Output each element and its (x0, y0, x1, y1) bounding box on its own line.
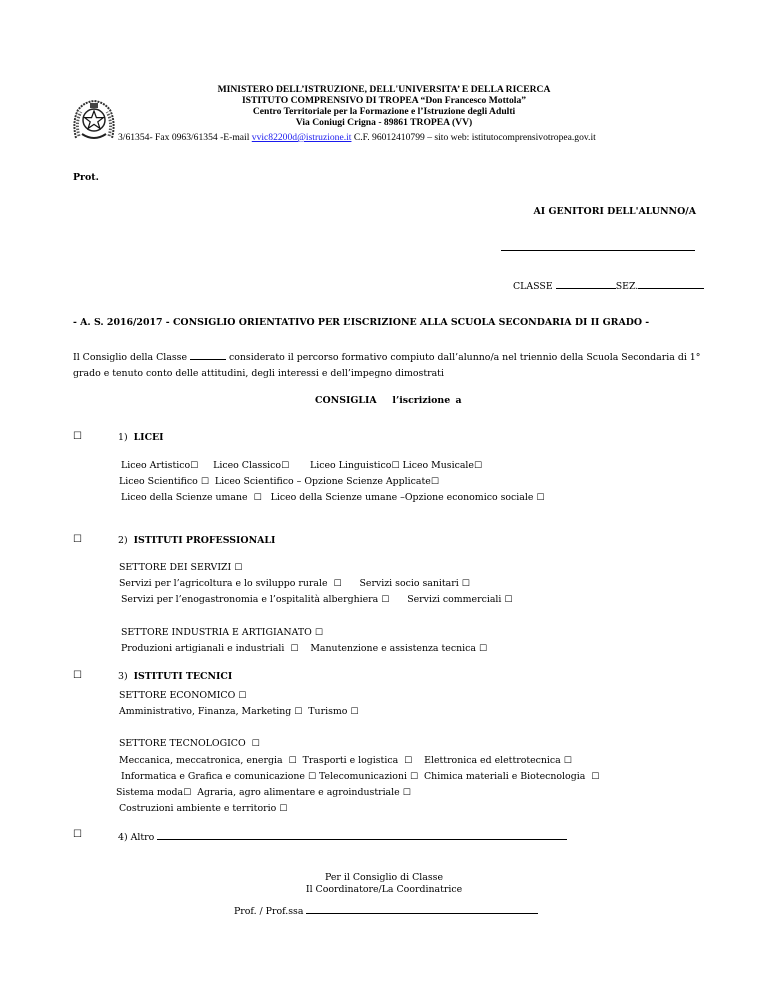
email-link[interactable]: vvic82200d@istruzione.it (251, 132, 352, 143)
tecnologico-row-4: Costruzioni ambiente e territorio ☐ (119, 803, 288, 814)
tecnologico-row-1: Meccanica, meccatronica, energia ☐ Trasporti e logistica ☐ Elettronica ed elettrotecnica ☐ (119, 755, 572, 766)
professionali-checkbox[interactable]: ☐ (73, 534, 82, 545)
tecnologico-sector: SETTORE TECNOLOGICO ☐ (119, 738, 260, 749)
signature-line-1: Per il Consiglio di Classe (324, 872, 444, 883)
intro-line-1: Il Consiglio della Classe considerato il percorso formativo compiuto dall’alunno/a nel triennio della Scuola Secondaria di 1° (73, 352, 701, 363)
checkbox[interactable]: ☐ (461, 579, 470, 589)
servizi-sector: SETTORE DEI SERVIZI ☐ (119, 562, 243, 573)
checkbox[interactable]: ☐ (350, 707, 359, 717)
republic-seal-emblem (70, 98, 118, 144)
checkbox[interactable]: ☐ (238, 691, 247, 701)
class-section-line: CLASSE SEZ. (513, 279, 704, 292)
checkbox[interactable]: ☐ (409, 772, 419, 782)
altro-checkbox[interactable]: ☐ (73, 829, 82, 840)
document-title: - A. S. 2016/2017 - CONSIGLIO ORIENTATIVO PER L’ISCRIZIONE ALLA SCUOLA SECONDARIA DI II GRADO - (73, 317, 650, 328)
checkbox[interactable]: ☐ (333, 579, 342, 589)
checkbox[interactable]: ☐ (591, 772, 600, 782)
protocol-label: Prot. (73, 172, 99, 183)
intro-line-2: grado e tenuto conto delle attitudini, degli interessi e dell’impegno dimostrati (73, 368, 444, 379)
servizi-row-1: Servizi per l’agricoltura e lo sviluppo rurale ☐ Servizi socio sanitari ☐ (119, 578, 470, 589)
altro-line: 4) Altro (118, 830, 567, 843)
signature-blank[interactable] (306, 904, 538, 914)
checkbox[interactable]: ☐ (251, 739, 260, 749)
economico-row: Amministrativo, Finanza, Marketing ☐ Turismo ☐ (119, 706, 359, 717)
checkbox[interactable]: ☐ (314, 628, 323, 638)
checkbox[interactable]: ☐ (391, 461, 400, 471)
contact-line: 3/61354- Fax 0963/61354 -E-mail vvic82200d@istruzione.it C.F. 96012410799 – sito web: istitutocomprensivotropea.gov.it (118, 132, 596, 143)
school-name: ISTITUTO COMPRENSIVO DI TROPEA “Don Francesco Mottola” (241, 95, 527, 106)
economico-sector: SETTORE ECONOMICO ☐ (119, 690, 247, 701)
checkbox[interactable]: ☐ (200, 477, 209, 487)
class-number-blank[interactable] (190, 350, 226, 360)
altro-blank[interactable] (157, 830, 567, 840)
checkbox[interactable]: ☐ (253, 493, 262, 503)
checkbox[interactable]: ☐ (536, 493, 545, 503)
checkbox[interactable]: ☐ (478, 644, 488, 654)
checkbox[interactable]: ☐ (307, 772, 317, 782)
tecnologico-row-2: Informatica e Grafica e comunicazione ☐ Telecomunicazioni ☐ Chimica materiali e Biotecnologia ☐ (121, 771, 600, 782)
checkbox[interactable]: ☐ (281, 461, 290, 471)
checkbox[interactable]: ☐ (279, 804, 288, 814)
checkbox[interactable]: ☐ (288, 756, 297, 766)
checkbox[interactable]: ☐ (473, 461, 483, 471)
checkbox[interactable]: ☐ (430, 477, 439, 487)
licei-heading: 1) LICEI (118, 432, 164, 443)
section-blank[interactable] (638, 279, 704, 289)
student-name-blank[interactable] (501, 241, 695, 251)
licei-row-2: Liceo Scientifico ☐ Liceo Scientifico – Opzione Scienze Applicate☐ (119, 476, 439, 487)
industria-sector: SETTORE INDUSTRIA E ARTIGIANATO ☐ (121, 627, 323, 638)
tecnici-heading: 3) ISTITUTI TECNICI (118, 671, 233, 682)
checkbox[interactable]: ☐ (402, 788, 411, 798)
class-blank[interactable] (556, 279, 616, 289)
checkbox[interactable]: ☐ (504, 595, 513, 605)
ministry-heading: MINISTERO DELL’ISTRUZIONE, DELL'UNIVERSITA’ E DELLA RICERCA (217, 84, 551, 95)
checkbox[interactable]: ☐ (190, 461, 199, 471)
consiglia-heading: CONSIGLIA l’iscrizione a (315, 395, 462, 406)
checkbox[interactable]: ☐ (294, 707, 303, 717)
school-address: Via Coniugi Crigna - 89861 TROPEA (VV) (295, 117, 473, 128)
checkbox[interactable]: ☐ (404, 756, 413, 766)
licei-row-1: Liceo Artistico☐ Liceo Classico☐ Liceo Linguistico☐ Liceo Musicale☐ (121, 460, 483, 471)
checkbox[interactable]: ☐ (183, 788, 192, 798)
tecnologico-row-3: Sistema moda☐ Agraria, agro alimentare e agroindustriale ☐ (116, 787, 411, 798)
checkbox[interactable]: ☐ (234, 563, 243, 573)
servizi-row-2: Servizi per l’enogastronomia e l’ospitalità alberghiera ☐ Servizi commerciali ☐ (121, 594, 513, 605)
industria-row: Produzioni artigianali e industriali ☐ Manutenzione e assistenza tecnica ☐ (121, 643, 488, 654)
addressee: AI GENITORI DELL'ALUNNO/A (533, 206, 696, 217)
licei-row-3: Liceo della Scienze umane ☐ Liceo della Scienze umane –Opzione economico sociale ☐ (121, 492, 545, 503)
checkbox[interactable]: ☐ (381, 595, 390, 605)
professor-signature: Prof. / Prof.ssa (234, 904, 538, 917)
checkbox[interactable]: ☐ (563, 756, 572, 766)
tecnici-checkbox[interactable]: ☐ (73, 670, 82, 681)
checkbox[interactable]: ☐ (290, 644, 299, 654)
professionali-heading: 2) ISTITUTI PROFESSIONALI (118, 535, 276, 546)
center-name: Centro Territoriale per la Formazione e l’Istruzione degli Adulti (252, 106, 516, 117)
licei-checkbox[interactable]: ☐ (73, 431, 82, 442)
signature-line-2: Il Coordinatore/La Coordinatrice (305, 884, 463, 895)
